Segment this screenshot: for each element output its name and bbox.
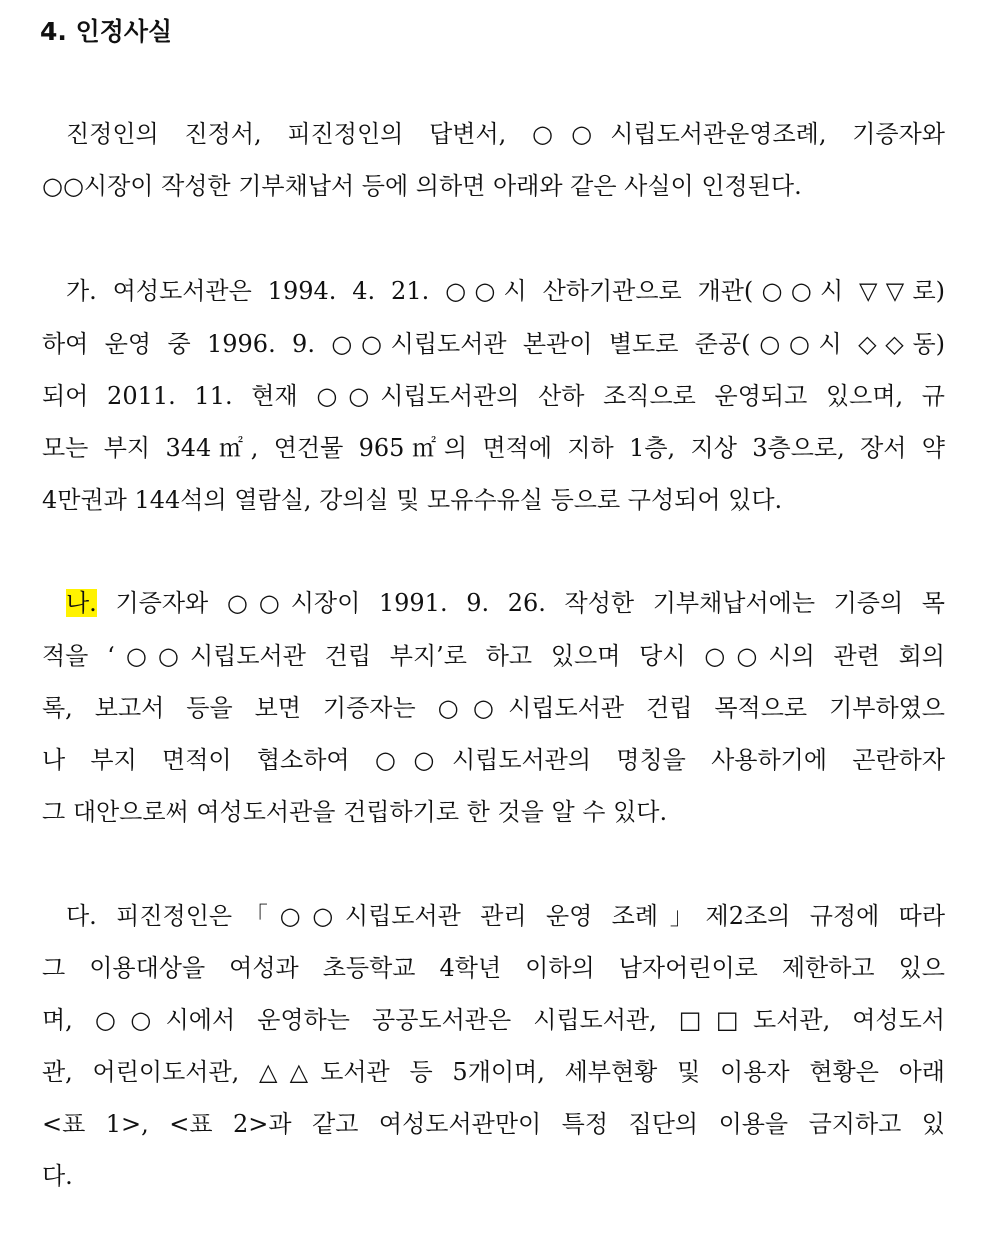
text-line: 적을 ‘○○시립도서관 건립 부지’로 하고 있으며 당시 ○○시의 관련 회의 [42, 642, 945, 670]
text-line: 4만권과 144석의 열람실, 강의실 및 모유수유실 등으로 구성되어 있다. [42, 486, 783, 514]
text-line: 다. 피진정인은「○○시립도서관 관리 운영 조례」제2조의 규정에 따라 [66, 902, 945, 930]
text-line: 되어 2011. 11. 현재 ○○시립도서관의 산하 조직으로 운영되고 있으며, 규 [42, 382, 945, 410]
text-line: 모는 부지 344㎡, 연건물 965㎡의 면적에 지하 1층, 지상 3층으로, 장서 약 [42, 434, 945, 462]
text-line: 며, ○○시에서 운영하는 공공도서관은 시립도서관, □□도서관, 여성도서 [42, 1006, 945, 1034]
text-line: 관, 어린이도서관, △△도서관 등 5개이며, 세부현황 및 이용자 현황은 아래 [42, 1058, 945, 1086]
highlighted-marker: 나. [66, 589, 97, 617]
text-line: 가. 여성도서관은 1994. 4. 21. ○○시 산하기관으로 개관(○○시 ▽▽로) [66, 277, 945, 305]
text-line: 다. [42, 1162, 73, 1190]
text-line: 진정인의 진정서, 피진정인의 답변서, ○○시립도서관운영조례, 기증자와 [66, 120, 945, 148]
text-line [66, 577, 945, 629]
text-line: 록, 보고서 등을 보면 기증자는 ○○시립도서관 건립 목적으로 기부하였으 [42, 694, 945, 722]
section-heading: 4. 인정사실 [40, 17, 173, 46]
text-line: <표 1>, <표 2>과 같고 여성도서관만이 특정 집단의 이용을 금지하고 있 [42, 1110, 945, 1138]
text-line: 나 부지 면적이 협소하여 ○○시립도서관의 명칭을 사용하기에 곤란하자 [42, 746, 945, 774]
text-line: ○○시장이 작성한 기부채납서 등에 의하면 아래와 같은 사실이 인정된다. [42, 172, 802, 200]
text-line-rest: 기증자와 ○○시장이 1991. 9. 26. 작성한 기부채납서에는 기증의 목 [96, 589, 945, 617]
text-line: 그 대안으로써 여성도서관을 건립하기로 한 것을 알 수 있다. [42, 798, 668, 826]
text-line: 하여 운영 중 1996. 9. ○○시립도서관 본관이 별도로 준공(○○시 ◇◇동) [42, 330, 945, 358]
text-line: 그 이용대상을 여성과 초등학교 4학년 이하의 남자어린이로 제한하고 있으 [42, 954, 945, 982]
